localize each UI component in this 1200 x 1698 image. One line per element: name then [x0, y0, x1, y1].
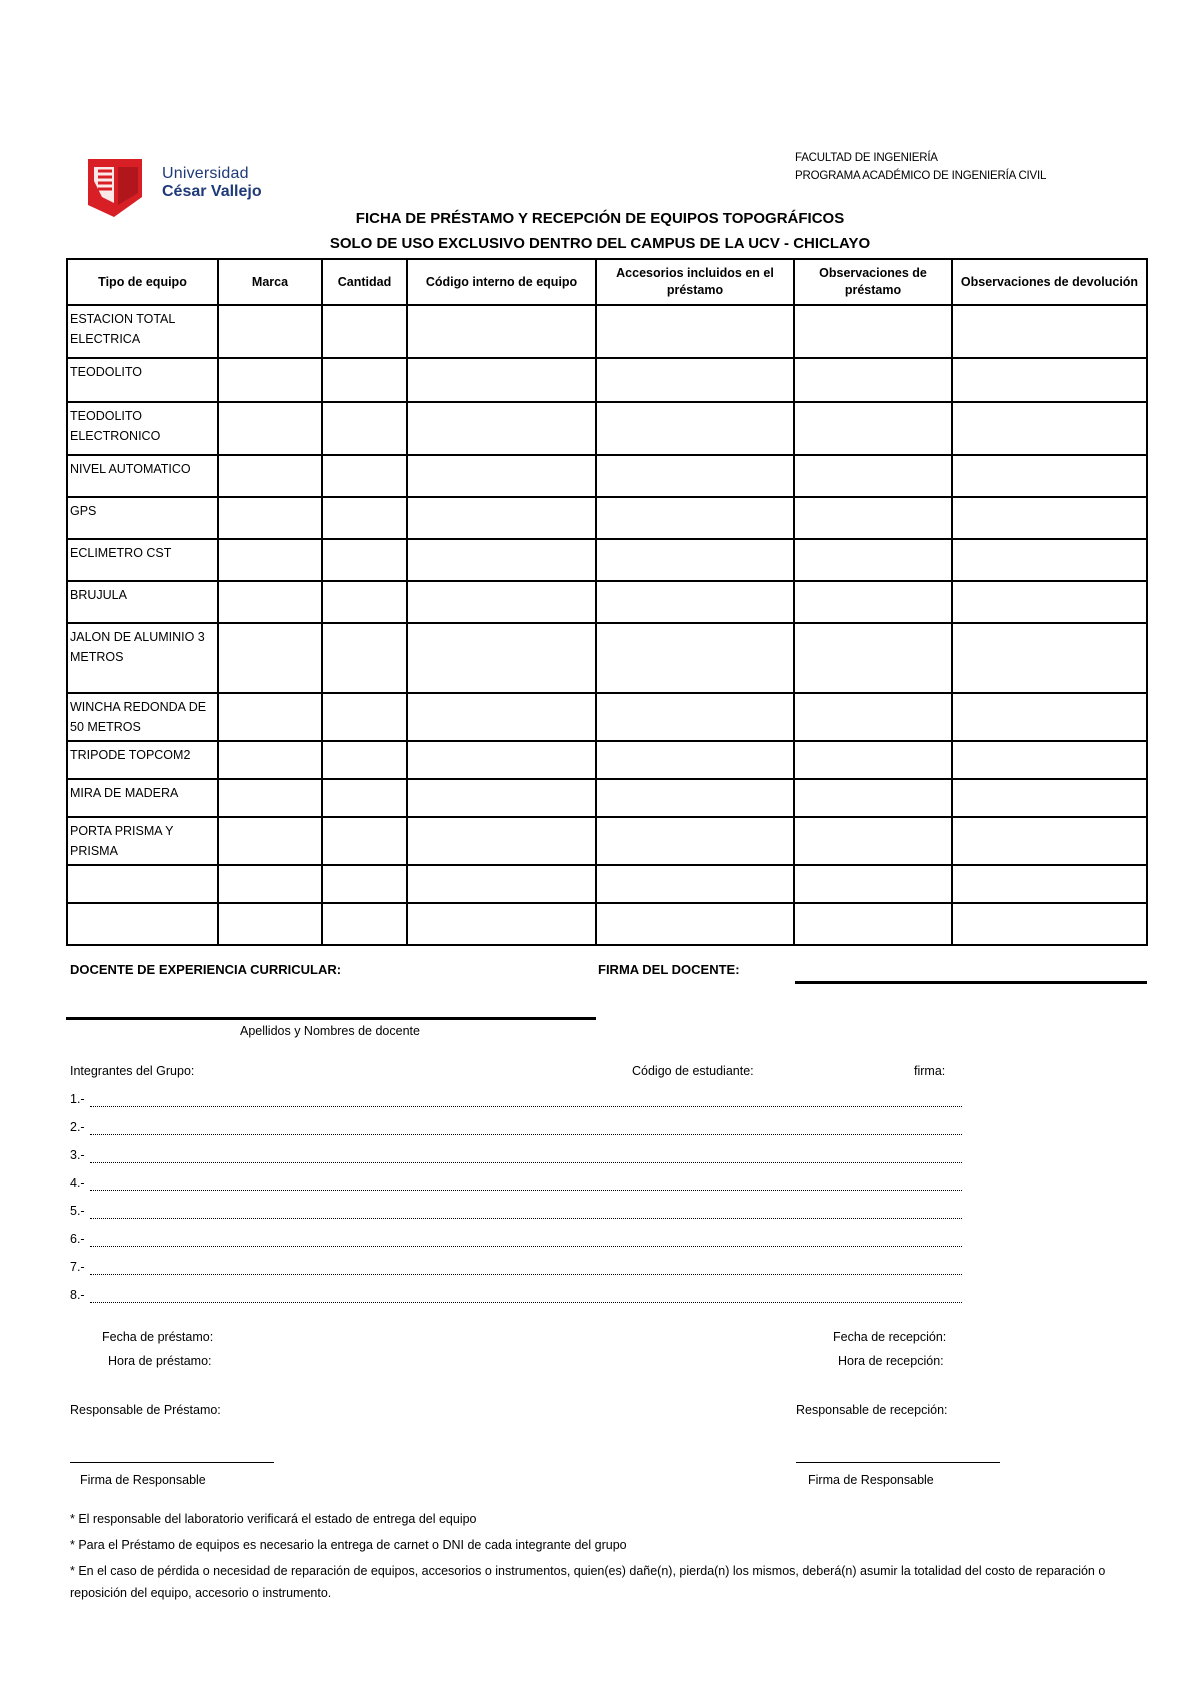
loan-responsible-label: Responsable de Préstamo: [70, 1403, 221, 1417]
table-row [67, 779, 1147, 817]
entry-cell[interactable] [322, 817, 407, 865]
column-header: Código interno de equipo [407, 259, 596, 305]
equipment-type-cell: BRUJULA [67, 581, 218, 623]
column-header: Marca [218, 259, 322, 305]
entry-cell[interactable] [407, 693, 596, 741]
entry-cell[interactable] [794, 305, 952, 358]
return-date-label: Fecha de recepción: [833, 1330, 947, 1344]
entry-cell[interactable] [322, 741, 407, 779]
entry-cell[interactable] [218, 539, 322, 581]
entry-cell[interactable] [596, 358, 794, 402]
member-number: 3.- [70, 1148, 85, 1162]
entry-cell[interactable] [322, 455, 407, 497]
member-number: 4.- [70, 1176, 85, 1190]
entry-cell[interactable] [218, 402, 322, 455]
entry-cell[interactable] [218, 455, 322, 497]
table-row [67, 741, 1147, 779]
entry-cell[interactable] [952, 623, 1147, 693]
equipment-type-cell: PORTA PRISMA Y PRISMA [67, 817, 218, 865]
entry-cell[interactable] [218, 693, 322, 741]
note-2: * Para el Préstamo de equipos es necesario la entrega de carnet o DNI de cada integrante del grupo [70, 1538, 627, 1552]
firma-docente-label: FIRMA DEL DOCENTE: [598, 962, 740, 977]
member-number: 2.- [70, 1120, 85, 1134]
logo-text-line2: César Vallejo [162, 183, 262, 200]
equipment-type-cell: TEODOLITO ELECTRONICO [67, 402, 218, 455]
entry-cell[interactable] [407, 581, 596, 623]
entry-cell[interactable] [407, 779, 596, 817]
entry-cell[interactable] [952, 455, 1147, 497]
entry-cell[interactable] [218, 865, 322, 903]
member-entry-line[interactable] [90, 1134, 962, 1135]
member-sign-label: firma: [914, 1064, 946, 1078]
note-1: * El responsable del laboratorio verificará el estado de entrega del equipo [70, 1512, 477, 1526]
loan-date-label: Fecha de préstamo: [102, 1330, 214, 1344]
faculty-name: FACULTAD DE INGENIERÍA [795, 152, 938, 164]
entry-cell[interactable] [407, 623, 596, 693]
entry-cell[interactable] [218, 779, 322, 817]
return-time-label: Hora de recepción: [838, 1354, 944, 1368]
equipment-type-cell: MIRA DE MADERA [67, 779, 218, 817]
column-header: Tipo de equipo [67, 259, 218, 305]
table-header-row [67, 259, 1147, 305]
table-row [67, 358, 1147, 402]
entry-cell[interactable] [218, 817, 322, 865]
member-number: 8.- [70, 1288, 85, 1302]
student-code-label: Código de estudiante: [632, 1064, 754, 1078]
entry-cell[interactable] [322, 358, 407, 402]
equipment-type-cell: TEODOLITO [67, 358, 218, 402]
return-responsible-label: Responsable de recepción: [796, 1403, 948, 1417]
equipment-type-cell: ESTACION TOTAL ELECTRICA [67, 305, 218, 358]
entry-cell[interactable] [794, 455, 952, 497]
equipment-type-cell [67, 903, 218, 945]
entry-cell[interactable] [218, 623, 322, 693]
program-name: PROGRAMA ACADÉMICO DE INGENIERÍA CIVIL [795, 170, 1047, 182]
equipment-type-cell [67, 865, 218, 903]
docente-name-caption: Apellidos y Nombres de docente [240, 1024, 420, 1038]
member-entry-line[interactable] [90, 1246, 962, 1247]
entry-cell[interactable] [322, 497, 407, 539]
equipment-type-cell: ECLIMETRO CST [67, 539, 218, 581]
entry-cell[interactable] [407, 539, 596, 581]
entry-cell[interactable] [794, 497, 952, 539]
member-entry-line[interactable] [90, 1302, 962, 1303]
entry-cell[interactable] [407, 455, 596, 497]
equipment-type-cell: WINCHA REDONDA DE 50 METROS [67, 693, 218, 741]
column-header: Observaciones de devolución [952, 259, 1147, 305]
member-number: 7.- [70, 1260, 85, 1274]
table-row [67, 817, 1147, 865]
entry-cell[interactable] [407, 903, 596, 945]
entry-cell[interactable] [407, 305, 596, 358]
entry-cell[interactable] [952, 358, 1147, 402]
entry-cell[interactable] [952, 402, 1147, 455]
return-sign-caption: Firma de Responsable [808, 1473, 934, 1487]
entry-cell[interactable] [794, 623, 952, 693]
entry-cell[interactable] [952, 817, 1147, 865]
entry-cell[interactable] [596, 497, 794, 539]
equipment-table [66, 258, 1148, 946]
entry-cell[interactable] [952, 539, 1147, 581]
entry-cell[interactable] [596, 903, 794, 945]
note-3: * En el caso de pérdida o necesidad de reparación de equipos, accesorios o instrumentos, quien(es) dañe(n), pierda(n) los mismos, deberá(n) asumir la totalidad del costo de reparación o reposición del equipo, accesorio o instrumento. [70, 1564, 1106, 1600]
entry-cell[interactable] [794, 402, 952, 455]
member-number: 1.- [70, 1092, 85, 1106]
members-label: Integrantes del Grupo: [70, 1064, 195, 1078]
entry-cell[interactable] [596, 402, 794, 455]
entry-cell[interactable] [952, 741, 1147, 779]
entry-cell[interactable] [407, 358, 596, 402]
entry-cell[interactable] [794, 865, 952, 903]
document-title: FICHA DE PRÉSTAMO Y RECEPCIÓN DE EQUIPOS TOPOGRÁFICOS [355, 210, 845, 227]
entry-cell[interactable] [794, 693, 952, 741]
member-entry-line[interactable] [90, 1106, 962, 1107]
document-subtitle: SOLO DE USO EXCLUSIVO DENTRO DEL CAMPUS DE LA UCV - CHICLAYO [329, 235, 871, 252]
entry-cell[interactable] [322, 903, 407, 945]
entry-cell[interactable] [322, 305, 407, 358]
docente-name-line[interactable] [66, 1017, 596, 1020]
table-row [67, 305, 1147, 358]
firma-docente-line[interactable] [795, 981, 1147, 984]
entry-cell[interactable] [407, 497, 596, 539]
entry-cell[interactable] [952, 581, 1147, 623]
entry-cell[interactable] [218, 497, 322, 539]
entry-cell[interactable] [596, 305, 794, 358]
entry-cell[interactable] [596, 865, 794, 903]
entry-cell[interactable] [218, 741, 322, 779]
entry-cell[interactable] [952, 693, 1147, 741]
entry-cell[interactable] [596, 623, 794, 693]
entry-cell[interactable] [218, 305, 322, 358]
entry-cell[interactable] [952, 497, 1147, 539]
table-row [67, 693, 1147, 741]
entry-cell[interactable] [794, 817, 952, 865]
table-row [67, 497, 1147, 539]
entry-cell[interactable] [407, 865, 596, 903]
entry-cell[interactable] [794, 741, 952, 779]
member-number: 5.- [70, 1204, 85, 1218]
table-row [67, 903, 1147, 945]
entry-cell[interactable] [794, 539, 952, 581]
column-header: Observaciones de préstamo [794, 259, 952, 305]
entry-cell[interactable] [952, 779, 1147, 817]
entry-cell[interactable] [596, 581, 794, 623]
entry-cell[interactable] [322, 623, 407, 693]
equipment-type-cell: NIVEL AUTOMATICO [67, 455, 218, 497]
entry-cell[interactable] [407, 817, 596, 865]
table-row [67, 581, 1147, 623]
entry-cell[interactable] [322, 693, 407, 741]
entry-cell[interactable] [596, 779, 794, 817]
equipment-type-cell: JALON DE ALUMINIO 3 METROS [67, 623, 218, 693]
entry-cell[interactable] [596, 693, 794, 741]
entry-cell[interactable] [952, 903, 1147, 945]
member-entry-line[interactable] [90, 1162, 962, 1163]
table-row [67, 455, 1147, 497]
entry-cell[interactable] [322, 539, 407, 581]
member-entry-line[interactable] [90, 1190, 962, 1191]
entry-cell[interactable] [322, 581, 407, 623]
logo-text-line1: Universidad [162, 165, 249, 182]
entry-cell[interactable] [794, 779, 952, 817]
entry-cell[interactable] [952, 305, 1147, 358]
entry-cell[interactable] [596, 741, 794, 779]
table-row [67, 402, 1147, 455]
table-row [67, 865, 1147, 903]
entry-cell[interactable] [794, 358, 952, 402]
equipment-type-cell: GPS [67, 497, 218, 539]
table-row [67, 539, 1147, 581]
entry-cell[interactable] [407, 741, 596, 779]
loan-sign-line[interactable] [70, 1462, 274, 1463]
entry-cell[interactable] [407, 402, 596, 455]
entry-cell[interactable] [218, 903, 322, 945]
member-entry-line[interactable] [90, 1274, 962, 1275]
entry-cell[interactable] [322, 402, 407, 455]
loan-time-label: Hora de préstamo: [108, 1354, 212, 1368]
table-body [67, 305, 1147, 945]
loan-sign-caption: Firma de Responsable [80, 1473, 206, 1487]
entry-cell[interactable] [794, 581, 952, 623]
entry-cell[interactable] [322, 779, 407, 817]
entry-cell[interactable] [218, 581, 322, 623]
member-number: 6.- [70, 1232, 85, 1246]
entry-cell[interactable] [218, 358, 322, 402]
member-entry-line[interactable] [90, 1218, 962, 1219]
table-row [67, 623, 1147, 693]
entry-cell[interactable] [596, 817, 794, 865]
entry-cell[interactable] [794, 903, 952, 945]
entry-cell[interactable] [596, 539, 794, 581]
column-header: Cantidad [322, 259, 407, 305]
entry-cell[interactable] [952, 865, 1147, 903]
docente-label: DOCENTE DE EXPERIENCIA CURRICULAR: [70, 962, 342, 977]
equipment-type-cell: TRIPODE TOPCOM2 [67, 741, 218, 779]
entry-cell[interactable] [596, 455, 794, 497]
entry-cell[interactable] [322, 865, 407, 903]
column-header: Accesorios incluidos en el préstamo [596, 259, 794, 305]
return-sign-line[interactable] [796, 1462, 1000, 1463]
